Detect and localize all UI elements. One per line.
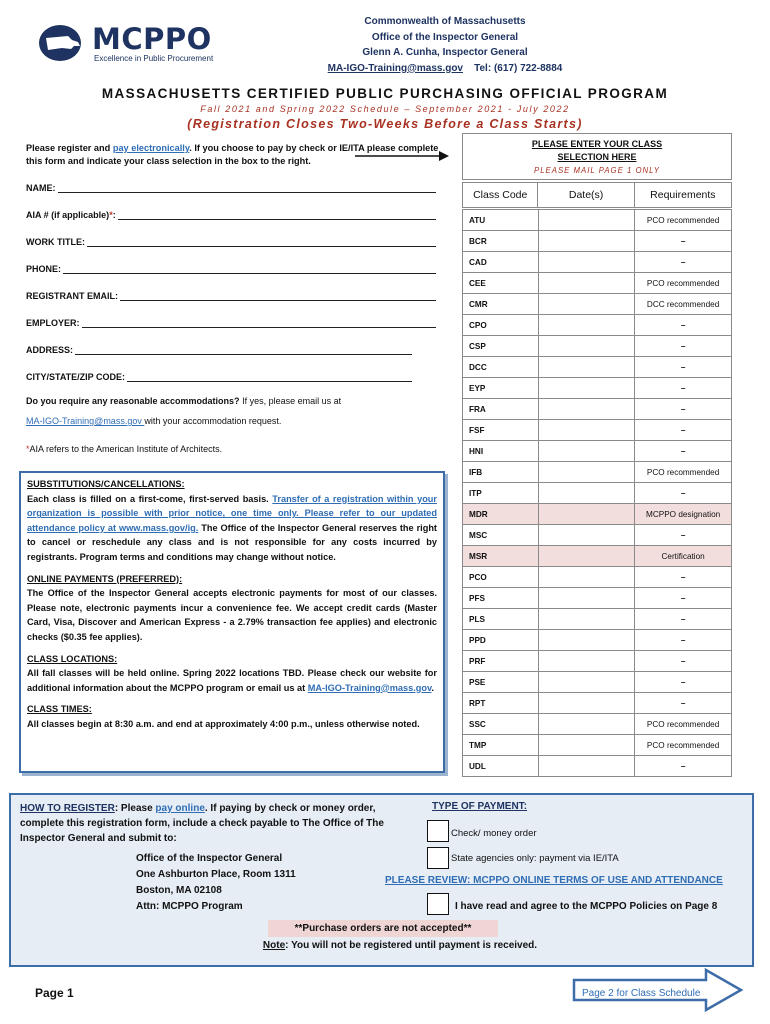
class-code-cell: PRF <box>463 651 539 672</box>
class-code-cell: CAD <box>463 252 539 273</box>
table-row <box>463 294 732 315</box>
requirement-cell: – <box>635 357 732 378</box>
address-line: Office of the Inspector General <box>136 853 283 864</box>
class-code-cell: MSR <box>463 546 539 567</box>
required-asterisk: * <box>109 210 113 220</box>
requirement-cell: – <box>635 672 732 693</box>
requirement-cell: PCO recommended <box>635 462 732 483</box>
locations-email-link[interactable]: MA-IGO-Training@mass.gov <box>307 682 432 693</box>
subs-text-1: Each class is filled on a first-come, first-served basis. <box>27 493 273 504</box>
table-row <box>463 231 732 252</box>
requirement-cell: – <box>635 378 732 399</box>
requirement-cell: – <box>635 756 732 777</box>
agree-policies-label: I have read and agree to the MCPPO Policies on Page 8 <box>455 901 718 912</box>
state-agency-checkbox[interactable] <box>427 847 449 869</box>
how-rest: . If paying by check or money order, complete this registration form, include a check payable to The Office of The Inspector General and submit to: <box>20 803 384 844</box>
table-row <box>463 462 732 483</box>
date-input-cell[interactable] <box>538 756 634 777</box>
address-input-line[interactable] <box>75 345 412 355</box>
table-column-headers <box>462 182 732 208</box>
table-row <box>463 315 732 336</box>
date-input-cell[interactable] <box>538 483 634 504</box>
class-code-cell: ITP <box>463 483 539 504</box>
date-input-cell[interactable] <box>538 672 634 693</box>
class-code-cell: PPD <box>463 630 539 651</box>
registration-deadline-note: (Registration Closes Two-Weeks Before a Class Starts) <box>187 117 583 131</box>
date-input-cell[interactable] <box>538 609 634 630</box>
header-email-link[interactable]: MA-IGO-Training@mass.gov <box>327 62 463 74</box>
requirement-cell: – <box>635 315 732 336</box>
phone-field[interactable] <box>26 264 436 274</box>
requirement-cell: MCPPO designation <box>635 504 732 525</box>
accommodation-tail: with your accommodation request. <box>144 416 282 426</box>
mail-page-note: PLEASE MAIL PAGE 1 ONLY <box>534 166 660 175</box>
contact-line <box>300 61 590 77</box>
class-locations-title: CLASS LOCATIONS: <box>27 653 118 664</box>
table-row <box>463 420 732 441</box>
check-money-order-label: Check/ money order <box>451 828 537 839</box>
date-input-cell[interactable] <box>538 693 634 714</box>
note-label: Note <box>262 940 286 951</box>
table-row <box>463 357 732 378</box>
address-line: Boston, MA 02108 <box>136 885 222 896</box>
date-input-cell[interactable] <box>538 399 634 420</box>
requirement-cell: – <box>635 630 732 651</box>
attendance-policy-link[interactable]: Transfer of a registration within your organization is possible with prior notice, one time only. Please refer to our updated attendance policy at www.mass.gov/ig. <box>27 493 437 533</box>
column-class-code: Class Code <box>463 183 538 207</box>
intro-part2: . If you choose to pay by check or IE/ITA please complete this form and indicate your class selection in the box to the right. <box>26 143 439 166</box>
requirement-cell: – <box>635 231 732 252</box>
date-input-cell[interactable] <box>538 630 634 651</box>
class-code-cell: MSC <box>463 525 539 546</box>
mcppo-logo <box>38 20 218 66</box>
aia-label: AIA # (if applicable) <box>26 210 110 220</box>
requirement-cell: – <box>635 420 732 441</box>
requirement-cell: PCO recommended <box>635 735 732 756</box>
name-label: NAME: <box>26 183 56 193</box>
pay-electronically-link[interactable]: pay electronically <box>112 143 190 153</box>
requirement-cell: – <box>635 441 732 462</box>
how-to-register-text <box>20 801 420 846</box>
date-input-cell[interactable] <box>538 504 634 525</box>
subs-text-2: The Office of the Inspector General reserves the right to cancel or reschedule any class and is not responsible for any costs incurred by registrants. Program terms and conditions may change without notice. <box>27 522 437 562</box>
requirement-cell: – <box>635 252 732 273</box>
table-row <box>463 609 732 630</box>
aia-input-line[interactable] <box>118 210 436 220</box>
date-input-cell[interactable] <box>538 294 634 315</box>
terms-of-use-link[interactable]: PLEASE REVIEW: MCPPO ONLINE TERMS OF USE AND ATTENDANCE <box>385 875 723 886</box>
page-title: MASSACHUSETTS CERTIFIED PUBLIC PURCHASING OFFICIAL PROGRAM <box>101 86 669 101</box>
date-input-cell[interactable] <box>538 651 634 672</box>
page-number: Page 1 <box>35 986 74 1000</box>
table-row <box>463 714 732 735</box>
note-text: : You will not be registered until payment is received. <box>285 940 538 951</box>
office-header <box>300 14 590 76</box>
mailing-address <box>136 851 296 915</box>
address-line: One Ashburton Place, Room 1311 <box>136 869 296 880</box>
online-payments-section <box>27 572 437 645</box>
requirement-cell: DCC recommended <box>635 294 732 315</box>
check-money-order-checkbox[interactable] <box>427 820 449 842</box>
agree-policies-checkbox[interactable] <box>427 893 449 915</box>
class-times-section <box>27 702 437 731</box>
footnote-text: AIA refers to the American Institute of Architects. <box>29 444 223 454</box>
aia-footnote <box>26 444 222 454</box>
date-input-cell[interactable] <box>538 273 634 294</box>
date-input-cell[interactable] <box>538 315 634 336</box>
date-input-cell[interactable] <box>538 252 634 273</box>
class-locations-section <box>27 652 437 696</box>
class-code-cell: BCR <box>463 231 539 252</box>
logo-wordmark: MCPPO <box>92 22 212 56</box>
city-state-zip-field[interactable] <box>26 372 412 382</box>
requirement-cell: – <box>635 336 732 357</box>
date-input-cell[interactable] <box>538 357 634 378</box>
logo-tagline: Excellence in Public Procurement <box>94 54 214 63</box>
state-agency-label: State agencies only: payment via IE/ITA <box>451 853 619 864</box>
address-line: Attn: MCPPO Program <box>136 901 243 912</box>
email-input-line[interactable] <box>120 291 436 301</box>
date-input-cell[interactable] <box>538 378 634 399</box>
date-input-cell[interactable] <box>538 210 634 231</box>
employer-field[interactable] <box>26 318 436 328</box>
date-input-cell[interactable] <box>538 336 634 357</box>
table-row <box>463 651 732 672</box>
class-code-cell: DCC <box>463 357 539 378</box>
pay-online-link[interactable]: pay online <box>155 803 205 814</box>
class-code-cell: CMR <box>463 294 539 315</box>
class-code-cell: CPO <box>463 315 539 336</box>
table-row <box>463 756 732 777</box>
intro-part1: Please register and <box>26 143 113 153</box>
header-phone: Tel: (617) 722-8884 <box>474 62 563 74</box>
header-line: Commonwealth of Massachusetts <box>364 16 526 27</box>
requirement-cell: – <box>635 525 732 546</box>
substitutions-title: SUBSTITUTIONS/CANCELLATIONS: <box>27 479 185 489</box>
phone-input-line[interactable] <box>63 264 436 274</box>
date-input-cell[interactable] <box>538 231 634 252</box>
work-title-input-line[interactable] <box>87 237 436 247</box>
footnote-asterisk: * <box>26 444 30 454</box>
work-title-label: WORK TITLE: <box>26 237 85 247</box>
requirement-cell: PCO recommended <box>635 273 732 294</box>
payment-note <box>0 940 770 951</box>
massachusetts-map-icon <box>38 24 90 62</box>
header-line: Office of the Inspector General <box>371 31 519 43</box>
selection-header-line2: SELECTION HERE <box>557 152 637 162</box>
table-row <box>463 567 732 588</box>
table-row <box>463 378 732 399</box>
class-locations-text <box>27 666 437 695</box>
class-code-cell: FSF <box>463 420 539 441</box>
address-field[interactable] <box>26 345 412 355</box>
online-payments-title: ONLINE PAYMENTS (PREFERRED): <box>27 573 183 584</box>
table-row <box>463 336 732 357</box>
date-input-cell[interactable] <box>538 462 634 483</box>
table-row <box>463 735 732 756</box>
date-input-cell[interactable] <box>538 588 634 609</box>
requirement-cell: – <box>635 399 732 420</box>
email-label: REGISTRANT EMAIL: <box>26 291 118 301</box>
class-code-cell: TMP <box>463 735 539 756</box>
table-row <box>463 504 732 525</box>
how-colon: : Please <box>114 803 156 814</box>
substitutions-text <box>27 492 437 565</box>
class-code-cell: EYP <box>463 378 539 399</box>
date-input-cell[interactable] <box>538 567 634 588</box>
selection-header-line1: PLEASE ENTER YOUR CLASS <box>531 139 663 149</box>
work-title-field[interactable] <box>26 237 436 247</box>
online-payments-text: The Office of the Inspector General accepts electronic payments for most of our classes. Please note, electronic payments incur a convenience fee. We accept credit cards (Master Card, Visa, Discover and American Express - a 2.79% transaction fee applies) and electronic checks ($0.35 fee applies). <box>27 588 437 642</box>
date-input-cell[interactable] <box>538 735 634 756</box>
type-title-colon: : <box>523 801 528 812</box>
requirement-cell: – <box>635 588 732 609</box>
aia-field[interactable] <box>26 210 436 220</box>
locations-text: All fall classes will be held online. Spring 2022 locations TBD. Please check our website for additional information about the MCPPO program or email us at <box>27 668 437 693</box>
table-row <box>463 693 732 714</box>
class-code-cell: CSP <box>463 336 539 357</box>
schedule-subtitle: Fall 2021 and Spring 2022 Schedule – September 2021 - July 2022 <box>200 104 570 114</box>
class-selection-table <box>462 209 732 777</box>
requirement-cell: – <box>635 567 732 588</box>
table-row <box>463 399 732 420</box>
date-input-cell[interactable] <box>538 420 634 441</box>
city-label: CITY/STATE/ZIP CODE: <box>26 372 126 382</box>
arrow-right-icon <box>355 149 450 163</box>
column-requirements: Requirements <box>650 189 716 201</box>
class-code-cell: SSC <box>463 714 539 735</box>
table-row <box>463 252 732 273</box>
next-page-link[interactable]: Page 2 for Class Schedule <box>582 988 701 999</box>
class-table-rows <box>462 209 732 777</box>
class-code-cell: PLS <box>463 609 539 630</box>
class-code-cell: PCO <box>463 567 539 588</box>
requirement-cell: Certification <box>635 546 732 567</box>
class-code-cell: UDL <box>463 756 539 777</box>
locations-end: . <box>431 682 434 693</box>
class-code-cell: CEE <box>463 273 539 294</box>
class-code-cell: MDR <box>463 504 539 525</box>
registrant-email-field[interactable] <box>26 291 436 301</box>
class-times-title: CLASS TIMES: <box>27 704 92 715</box>
requirement-cell: PCO recommended <box>635 210 732 231</box>
table-row <box>463 672 732 693</box>
table-row <box>463 273 732 294</box>
requirement-cell: – <box>635 609 732 630</box>
header-line: Glenn A. Cunha, Inspector General <box>362 47 528 58</box>
accommodation-note <box>26 391 446 431</box>
table-row <box>463 483 732 504</box>
table-row <box>463 525 732 546</box>
table-row <box>463 210 732 231</box>
accommodation-rest: If yes, please email us at <box>239 396 342 406</box>
how-to-register-title: HOW TO REGISTER <box>20 803 115 814</box>
class-times-text: All classes begin at 8:30 a.m. and end at approximately 4:00 p.m., unless otherwise noted. <box>27 718 420 729</box>
employer-input-line[interactable] <box>82 318 436 328</box>
class-code-cell: IFB <box>463 462 539 483</box>
class-code-cell: FRA <box>463 399 539 420</box>
class-code-cell: PFS <box>463 588 539 609</box>
table-row <box>463 546 732 567</box>
class-code-cell: PSE <box>463 672 539 693</box>
name-field[interactable] <box>26 183 436 193</box>
class-code-cell: HNI <box>463 441 539 462</box>
table-row <box>463 630 732 651</box>
policy-info-box <box>19 471 445 773</box>
aia-colon: : <box>112 210 116 220</box>
accommodation-question: Do you require any reasonable accommodations? <box>26 396 240 406</box>
requirement-cell: – <box>635 651 732 672</box>
phone-label: PHONE: <box>26 264 62 274</box>
requirement-cell: PCO recommended <box>635 714 732 735</box>
date-input-cell[interactable] <box>538 714 634 735</box>
type-title-text: TYPE OF PAYMENT <box>432 801 524 812</box>
substitutions-section <box>27 477 437 565</box>
table-row <box>463 441 732 462</box>
date-input-cell[interactable] <box>538 546 634 567</box>
employer-label: EMPLOYER: <box>26 318 80 328</box>
type-of-payment-title <box>432 801 527 812</box>
purchase-orders-note: **Purchase orders are not accepted** <box>268 920 498 937</box>
date-input-cell[interactable] <box>538 525 634 546</box>
name-input-line[interactable] <box>58 183 437 193</box>
class-selection-header <box>462 133 732 180</box>
accommodation-email-link[interactable]: MA-IGO-Training@mass.gov <box>26 416 145 426</box>
column-dates: Date(s) <box>538 183 634 207</box>
table-row <box>463 588 732 609</box>
class-code-cell: ATU <box>463 210 539 231</box>
requirement-cell: – <box>635 483 732 504</box>
city-input-line[interactable] <box>127 372 412 382</box>
address-label: ADDRESS: <box>26 345 74 355</box>
date-input-cell[interactable] <box>538 441 634 462</box>
class-code-cell: RPT <box>463 693 539 714</box>
requirement-cell: – <box>635 693 732 714</box>
